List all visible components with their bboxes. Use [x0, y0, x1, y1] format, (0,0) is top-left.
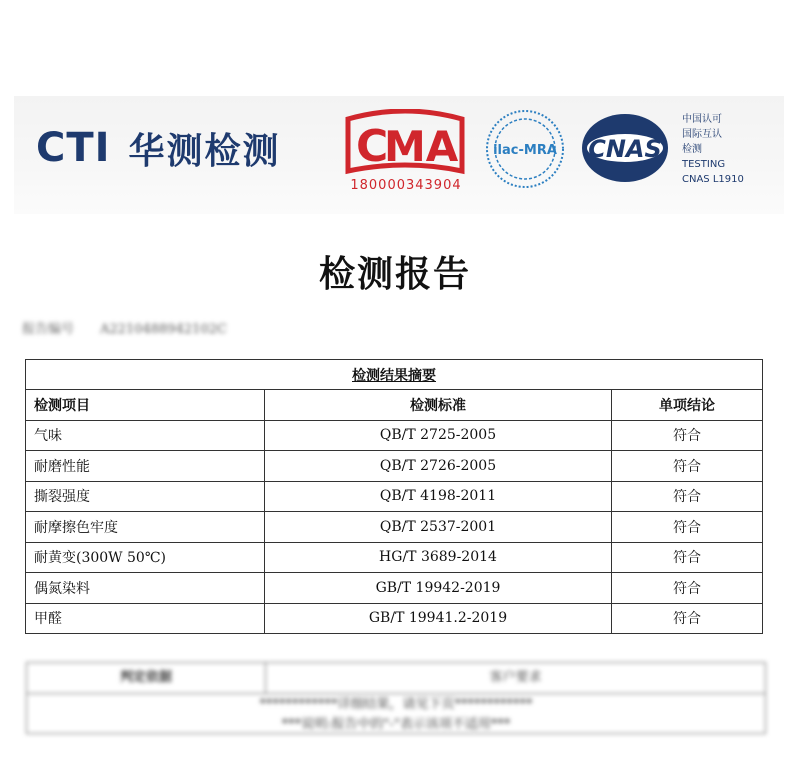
cti-company-name: 华测检测 — [128, 130, 281, 172]
cma-code: 180000343904 — [350, 178, 462, 193]
basis-note-line-2: ***说明:报告中的"-"表示该项不适用*** — [281, 717, 511, 732]
cell-standard: QB/T 2725-2005 — [265, 420, 612, 451]
ilac-mra-logo-icon — [484, 108, 566, 190]
table-row — [26, 512, 763, 543]
basis-value: 客户要求 — [489, 670, 542, 685]
column-header-item: 检测项目 — [26, 390, 265, 421]
svg-text:ilac-MRA: ilac-MRA — [493, 143, 557, 158]
column-header-conclusion: 单项结论 — [612, 390, 763, 421]
svg-text:CNAS: CNAS — [588, 135, 662, 163]
table-caption: 检测结果摘要 — [26, 360, 763, 390]
cell-item: 气味 — [26, 420, 265, 451]
cell-standard: GB/T 19942-2019 — [265, 573, 612, 604]
cell-standard: QB/T 4198-2011 — [265, 481, 612, 512]
cell-item: 耐磨性能 — [26, 451, 265, 482]
svg-text:C: C — [356, 121, 389, 172]
cell-standard: QB/T 2726-2005 — [265, 451, 612, 482]
table-row — [26, 451, 763, 482]
cell-conclusion: 符合 — [612, 512, 763, 543]
table-row — [26, 420, 763, 451]
table-header-row — [26, 390, 763, 421]
cell-conclusion: 符合 — [612, 542, 763, 573]
basis-label: 判定依据 — [27, 663, 266, 693]
report-number: 报告编号 A2210488942102C — [22, 322, 227, 337]
cell-standard: HG/T 3689-2014 — [265, 542, 612, 573]
cell-conclusion: 符合 — [612, 451, 763, 482]
table-row — [26, 603, 763, 634]
cell-conclusion: 符合 — [612, 603, 763, 634]
cell-item: 撕裂强度 — [26, 481, 265, 512]
cell-conclusion: 符合 — [612, 420, 763, 451]
summary-table — [25, 359, 763, 634]
cti-logo-mark: CTI — [36, 125, 111, 171]
cnas-logo-icon — [580, 112, 670, 184]
cell-conclusion: 符合 — [612, 481, 763, 512]
cnas-accreditation-text: 中国认可 国际互认 检测 TESTING CNAS L1910 — [682, 114, 744, 185]
cti-logo — [36, 124, 281, 172]
svg-text:MA: MA — [384, 122, 459, 171]
cell-standard: GB/T 19941.2-2019 — [265, 603, 612, 634]
table-row — [26, 542, 763, 573]
basis-note-line-1: ************详细结果，请见下页************ — [259, 697, 533, 712]
cell-conclusion: 符合 — [612, 573, 763, 604]
table-caption-row — [26, 360, 763, 390]
basis-row — [27, 663, 765, 694]
cell-item: 偶氮染料 — [26, 573, 265, 604]
table-row — [26, 481, 763, 512]
table-row — [26, 573, 763, 604]
basis-table — [26, 662, 766, 734]
cell-item: 耐黄变(300W 50℃) — [26, 542, 265, 573]
cell-standard: QB/T 2537-2001 — [265, 512, 612, 543]
cell-item: 甲醛 — [26, 603, 265, 634]
column-header-standard: 检测标准 — [265, 390, 612, 421]
cell-item: 耐摩擦色牢度 — [26, 512, 265, 543]
report-title: 检测报告 — [318, 253, 471, 295]
